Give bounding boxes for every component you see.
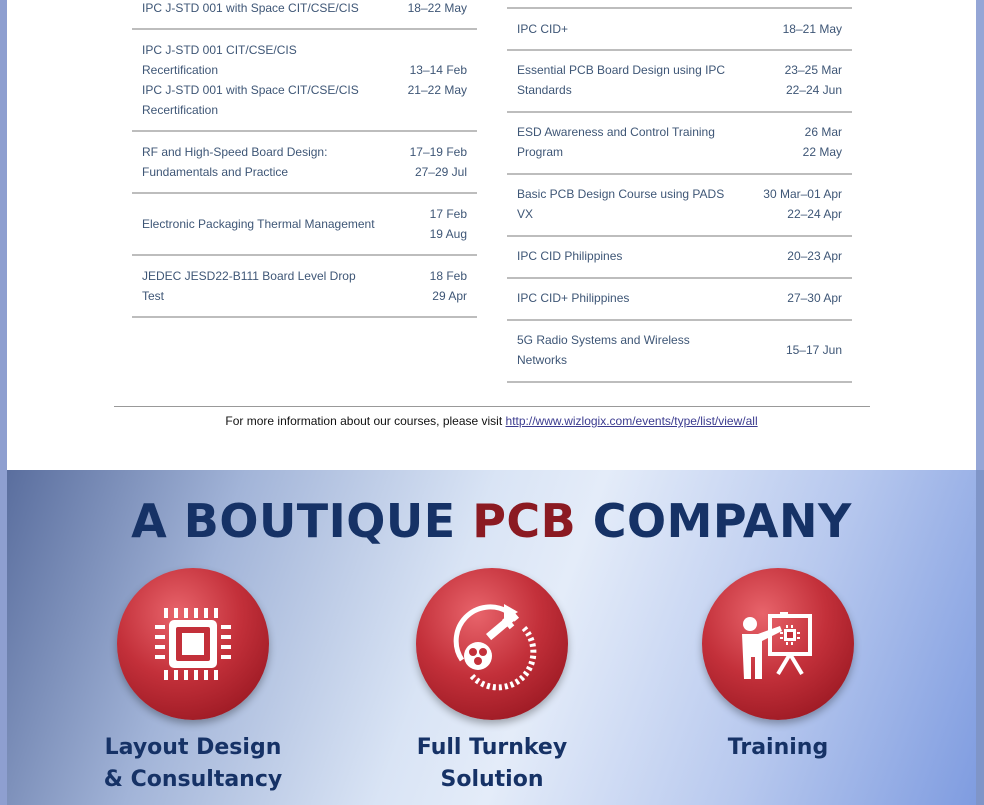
service-circle — [416, 568, 568, 720]
course-title[interactable] — [517, 60, 757, 100]
service-training[interactable] — [668, 568, 888, 764]
course-dates — [732, 340, 842, 360]
course-dates — [357, 0, 467, 18]
service-label-line: & Consultancy — [103, 767, 283, 792]
course-row — [507, 279, 852, 321]
course-row — [132, 194, 477, 256]
course-title-line: IPC J-STD 001 with Space CIT/CSE/CIS — [142, 1, 359, 15]
course-title-line: IPC CID+ Philippines — [517, 291, 630, 305]
course-title[interactable] — [142, 40, 382, 120]
course-date: 30 Mar–01 Apr — [763, 187, 842, 201]
service-full-turnkey[interactable] — [382, 568, 602, 796]
banner-title-part2: COMPANY — [576, 494, 852, 548]
course-title-line: Test — [142, 289, 165, 303]
course-row — [507, 51, 852, 113]
course-title[interactable] — [517, 19, 757, 39]
course-title[interactable] — [517, 288, 757, 308]
course-row — [132, 0, 477, 30]
service-label — [382, 732, 602, 796]
banner-title-part1: A BOUTIQUE — [131, 494, 473, 548]
service-label-line: Solution — [440, 767, 544, 792]
course-title-line: IPC CID Philippines — [517, 249, 623, 263]
chip-icon — [145, 596, 241, 692]
course-dates — [357, 204, 467, 244]
course-title-line: 5G Radio Systems and Wireless — [517, 333, 690, 347]
course-date: 13–14 Feb — [409, 63, 467, 77]
course-title-line: Program — [517, 145, 564, 159]
course-title-line: VX — [517, 207, 534, 221]
course-title-line: IPC J-STD 001 with Space CIT/CSE/CIS — [142, 83, 359, 97]
course-date: 29 Apr — [432, 289, 467, 303]
training-presenter-icon — [728, 594, 828, 694]
course-title-line: Standards — [517, 83, 572, 97]
course-date: 19 Aug — [429, 227, 467, 241]
course-title-line: IPC CID+ — [517, 22, 569, 36]
course-row — [132, 256, 477, 318]
course-title[interactable] — [517, 330, 757, 370]
service-label-line: Training — [727, 735, 829, 760]
course-title[interactable] — [142, 266, 382, 306]
service-label — [668, 732, 888, 764]
turnkey-key-icon — [442, 594, 542, 694]
more-info-line — [7, 414, 976, 428]
course-title-line: Electronic Packaging Thermal Management — [142, 217, 375, 231]
courses-link[interactable]: http://www.wizlogix.com/events/type/list/view/all — [505, 414, 758, 428]
course-date: 20–23 Apr — [787, 249, 842, 263]
course-date: 22–24 Apr — [787, 207, 842, 221]
course-row — [507, 175, 852, 237]
course-dates — [357, 40, 467, 100]
course-title-line: Recertification — [142, 63, 219, 77]
boutique-banner — [7, 470, 976, 805]
course-dates — [357, 142, 467, 182]
course-dates — [732, 184, 842, 224]
course-title[interactable] — [517, 184, 757, 224]
course-title[interactable] — [517, 122, 757, 162]
service-label-line: Layout Design — [104, 735, 282, 760]
service-layout-design[interactable] — [83, 568, 303, 796]
course-title-line: Basic PCB Design Course using PADS — [517, 187, 725, 201]
divider — [114, 406, 870, 407]
course-date: 18–22 May — [407, 1, 467, 15]
more-info-text: For more information about our courses, please visit — [225, 414, 506, 428]
course-title-line: JEDEC JESD22-B111 Board Level Drop — [142, 269, 356, 283]
course-row — [132, 30, 477, 132]
service-circle — [702, 568, 854, 720]
course-date: 22–24 Jun — [785, 83, 842, 97]
course-title-line: Essential PCB Board Design using IPC — [517, 63, 726, 77]
course-dates — [732, 288, 842, 308]
course-dates — [357, 266, 467, 306]
course-date: 15–17 Jun — [785, 343, 842, 357]
service-circle — [117, 568, 269, 720]
course-schedule-section — [7, 0, 976, 470]
course-date: 18 Feb — [429, 269, 467, 283]
course-title-line: Fundamentals and Practice — [142, 165, 289, 179]
course-row — [507, 237, 852, 279]
course-dates — [732, 122, 842, 162]
course-title-line: IPC J-STD 001 CIT/CSE/CIS — [142, 43, 297, 57]
course-title-line: Networks — [517, 353, 568, 367]
course-title[interactable] — [142, 142, 382, 182]
course-dates — [732, 19, 842, 39]
course-title[interactable] — [142, 0, 382, 18]
course-title-line: Recertification — [142, 103, 219, 117]
course-date: 23–25 Mar — [784, 63, 842, 77]
course-title-line: RF and High-Speed Board Design: — [142, 145, 328, 159]
course-date: 17–19 Feb — [409, 145, 467, 159]
banner-title-accent: PCB — [472, 494, 577, 548]
service-label-line: Full Turnkey — [416, 735, 568, 760]
course-title-line: ESD Awareness and Control Training — [517, 125, 715, 139]
course-row — [507, 113, 852, 175]
course-date: 21–22 May — [407, 83, 467, 97]
course-date: 26 Mar — [804, 125, 842, 139]
banner-title — [7, 494, 976, 548]
course-title[interactable] — [517, 246, 757, 266]
course-date: 22 May — [802, 145, 842, 159]
window-left-frame — [0, 0, 7, 805]
course-date — [357, 40, 467, 60]
window-right-frame — [976, 0, 984, 470]
course-dates — [732, 60, 842, 100]
course-row — [507, 321, 852, 383]
course-date: 27–29 Jul — [414, 165, 467, 179]
course-dates — [732, 246, 842, 266]
course-date: 18–21 May — [782, 22, 842, 36]
course-title[interactable] — [142, 214, 382, 234]
course-date: 27–30 Apr — [787, 291, 842, 305]
service-label — [83, 732, 303, 796]
course-date: 17 Feb — [429, 207, 467, 221]
course-row — [507, 7, 852, 51]
course-row — [132, 132, 477, 194]
